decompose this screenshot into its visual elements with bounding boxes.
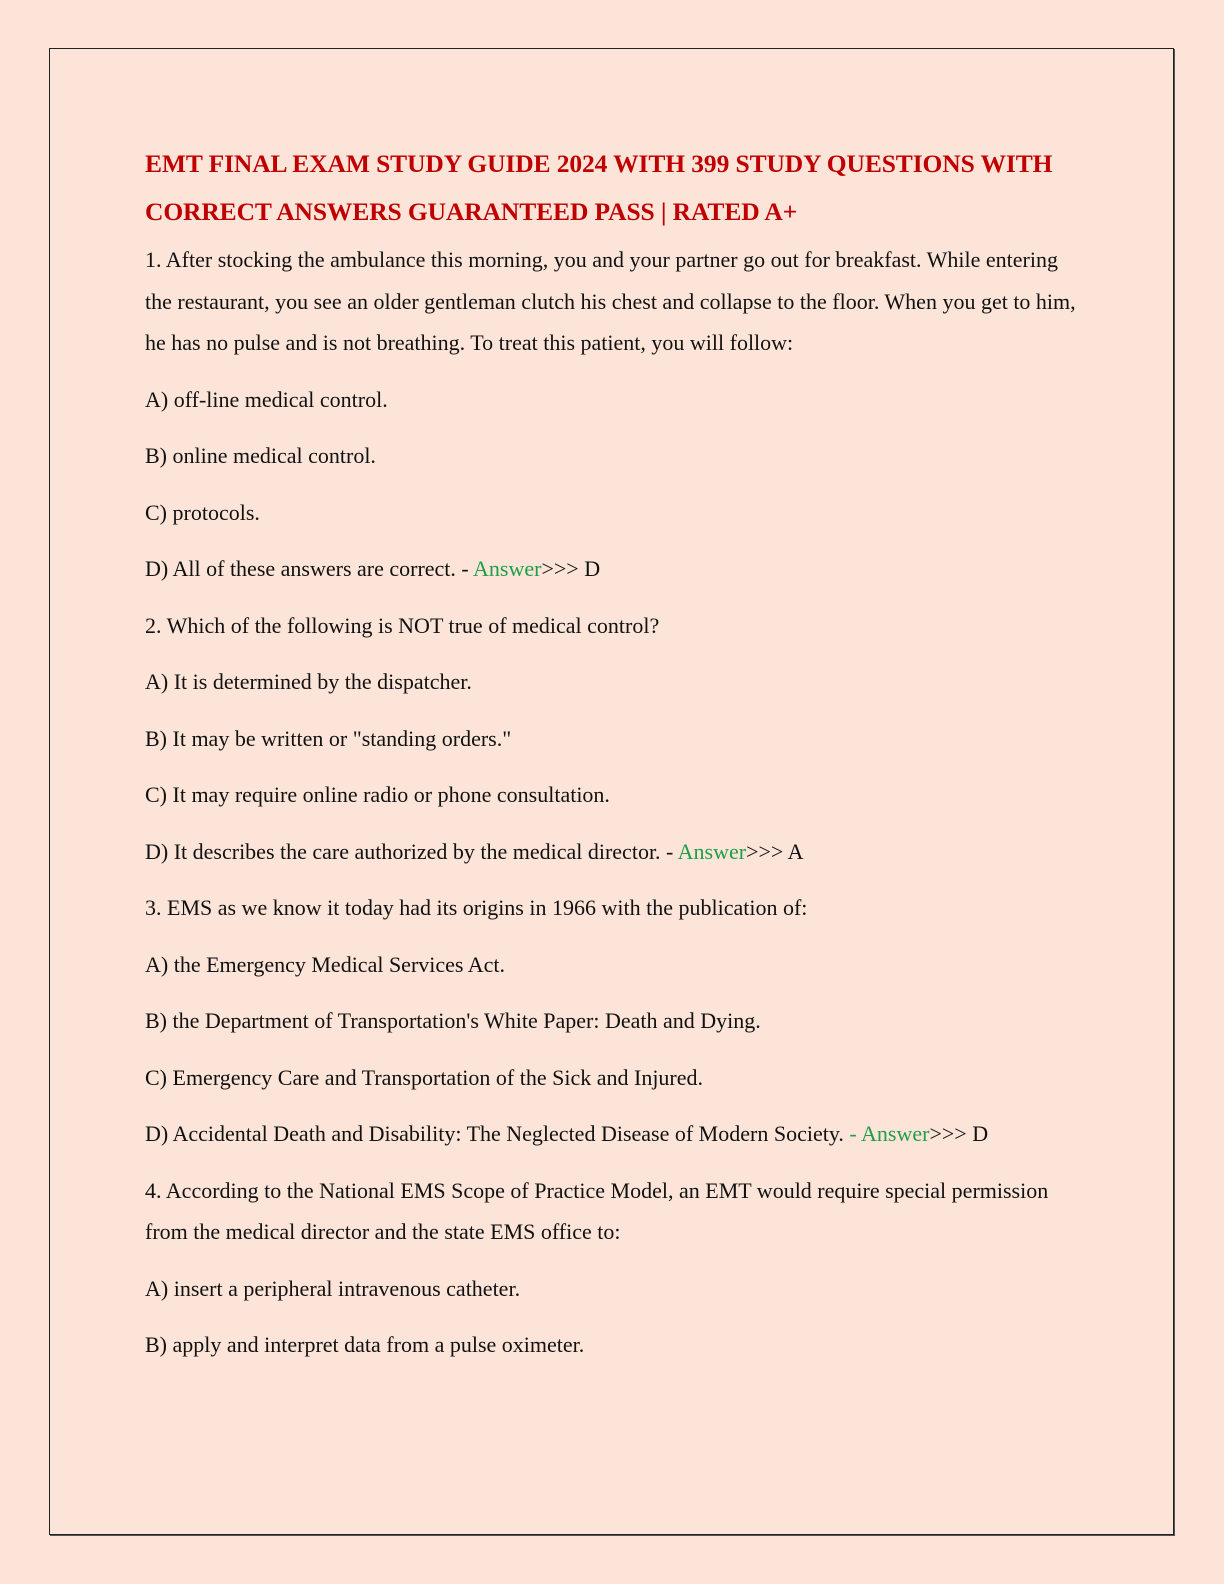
answer-marker: >>>: [541, 556, 579, 581]
answer-marker: >>>: [746, 838, 784, 864]
document-body: [145, 140, 1085, 1381]
answer-label: Answer: [677, 838, 747, 864]
answer-option: B) the Department of Transportation's White Paper: Death and Dying.: [145, 1008, 761, 1033]
answer-option: A) insert a peripheral intravenous catheter.: [145, 1275, 521, 1301]
correct-answer: A: [787, 838, 804, 864]
answer-label: Answer: [861, 1121, 930, 1146]
document-title: EMT FINAL EXAM STUDY GUIDE 2024 WITH 399 STUDY QUESTIONS WITH CORRECT ANSWERS GUARANTEED PASS | RATED A+: [145, 149, 1053, 226]
answer-option: C) It may require online radio or phone consultation.: [145, 782, 610, 807]
option-text: D) It describes the care authorized by the medical director. -: [145, 838, 678, 864]
question-stem: 2. Which of the following is NOT true of medical control?: [145, 612, 660, 638]
correct-answer: D: [584, 556, 601, 581]
answer-prefix: -: [849, 1121, 862, 1146]
answer-option: C) Emergency Care and Transportation of the Sick and Injured.: [145, 1064, 704, 1090]
question-4: [145, 1170, 1085, 1366]
answer-option-final: [145, 831, 1085, 873]
answer-option-final: [145, 548, 1085, 590]
answer-option: B) It may be written or "standing orders.": [145, 725, 512, 751]
answer-option: B) online medical control.: [145, 443, 376, 468]
question-stem: 1. After stocking the ambulance this morning, you and your partner go out for breakfast. While entering the restaurant, you see an older gentleman clutch his chest and collapse to the floor. When you get to him, he has no pulse and is not breathing. To treat this patient, you will follow:: [145, 247, 1076, 355]
option-text: D) All of these answers are correct. -: [145, 556, 474, 581]
answer-option: B) apply and interpret data from a pulse oximeter.: [145, 1332, 585, 1357]
question-1: [145, 239, 1085, 590]
answer-option-final: [145, 1113, 1085, 1155]
option-text: D) Accidental Death and Disability: The Neglected Disease of Modern Society.: [145, 1121, 850, 1146]
answer-option: A) off-line medical control.: [145, 386, 388, 412]
correct-answer: D: [972, 1121, 989, 1146]
question-stem: 3. EMS as we know it today had its origins in 1966 with the publication of:: [145, 895, 808, 920]
answer-label: Answer: [473, 556, 542, 581]
answer-option: A) It is determined by the dispatcher.: [145, 669, 472, 694]
answer-option: C) protocols.: [145, 499, 260, 525]
question-3: [145, 887, 1085, 1155]
answer-option: A) the Emergency Medical Services Act.: [145, 951, 506, 977]
answer-marker: >>>: [929, 1121, 967, 1146]
question-2: [145, 605, 1085, 873]
question-stem: 4. According to the National EMS Scope of Practice Model, an EMT would require special permission from the medical director and the state EMS office to:: [145, 1177, 1049, 1244]
